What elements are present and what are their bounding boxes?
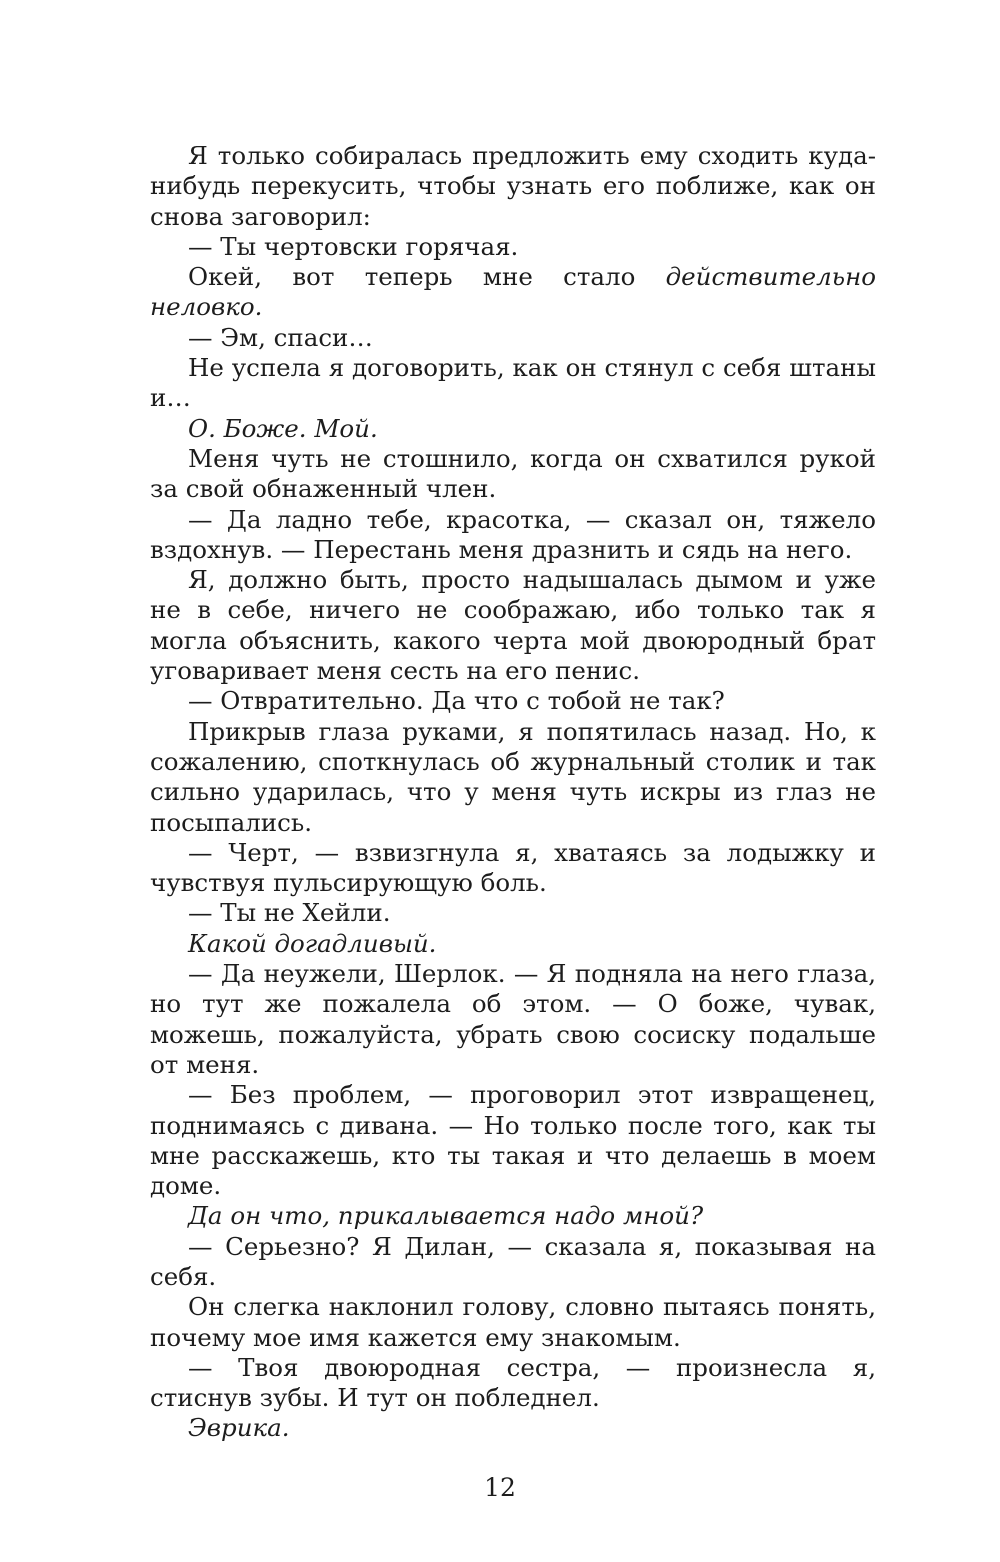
page-number: 12 (484, 1473, 516, 1502)
paragraph-8 (150, 505, 876, 566)
paragraph-14 (150, 929, 876, 959)
paragraph-15 (150, 959, 876, 1080)
paragraph-text: Не успела я договорить, как он стянул с себя штаны и… (150, 353, 876, 413)
paragraph-2 (150, 232, 876, 262)
paragraph-text: — Твоя двоюродная сестра, — произнесла я, стиснув зубы. И тут он побледнел. (150, 1352, 876, 1413)
paragraph-5 (150, 353, 876, 414)
paragraph-11 (150, 717, 876, 838)
paragraph-16 (150, 1080, 876, 1201)
body-text (150, 141, 876, 1444)
paragraph-text: — Ты не Хейли. (188, 898, 391, 928)
paragraph-10 (150, 686, 876, 716)
paragraph-text: — Без проблем, — проговорил этот извращенец, поднимаясь с дивана. — Но только после того, как ты мне расскажешь, кто ты такая и что делаешь в моем доме. (150, 1080, 876, 1201)
paragraph-text: — Серьезно? Я Дилан, — сказала я, показывая на себя. (150, 1231, 876, 1291)
paragraph-text: — Ты чертовски горячая. (188, 231, 519, 261)
paragraph-3 (150, 262, 876, 323)
paragraph-text: Окей, вот теперь мне стало (188, 262, 666, 292)
paragraph-6 (150, 414, 876, 444)
paragraph-13 (150, 898, 876, 928)
paragraph-1 (150, 141, 876, 232)
paragraph-text: — Эм, спаси… (188, 322, 373, 352)
paragraph-text: Я только собиралась предложить ему сходить куда-нибудь перекусить, чтобы узнать его поближе, как он снова заговорил: (150, 141, 876, 231)
paragraph-18 (150, 1232, 876, 1293)
paragraph-text: — Черт, — взвизгнула я, хватаясь за лодыжку и чувствуя пульсирующую боль. (150, 837, 876, 898)
paragraph-italic-text: действительно неловко. (150, 262, 876, 322)
paragraph-text: — Отвратительно. Да что с тобой не так? (188, 686, 725, 716)
paragraph-italic-text: О. Боже. Мой. (188, 413, 378, 443)
paragraph-19 (150, 1292, 876, 1353)
paragraph-12 (150, 838, 876, 899)
paragraph-text: Прикрыв глаза руками, я попятилась назад. Но, к сожалению, споткнулась об журнальный столик и так сильно ударилась, что у меня чуть искры из глаз не посыпались. (150, 716, 876, 837)
paragraph-20 (150, 1353, 876, 1414)
paragraph-italic-text: Какой догадливый. (188, 928, 437, 958)
paragraph-9 (150, 565, 876, 686)
paragraph-text: — Да ладно тебе, красотка, — сказал он, тяжело вздохнув. — Перестань меня дразнить и сядь на него. (150, 504, 876, 564)
paragraph-italic-text: Да он что, прикалывается надо мной? (188, 1201, 704, 1231)
paragraph-text: — Да неужели, Шерлок. — Я подняла на него глаза, но тут же пожалела об этом. — О боже, чувак, можешь, пожалуйста, убрать свою сосиску подальше от меня. (150, 959, 876, 1079)
paragraph-italic-text: Эврика. (188, 1413, 290, 1443)
paragraph-text: Я, должно быть, просто надышалась дымом и уже не в себе, ничего не соображаю, ибо только так я могла объяснить, какого черта мой двоюродный брат уговаривает меня сесть на его пенис. (150, 565, 876, 686)
paragraph-text: Меня чуть не стошнило, когда он схватился рукой за свой обнаженный член. (150, 443, 876, 504)
paragraph-4 (150, 323, 876, 353)
paragraph-21 (150, 1413, 876, 1443)
paragraph-7 (150, 444, 876, 505)
paragraph-17 (150, 1201, 876, 1231)
paragraph-text: Он слегка наклонил голову, словно пытаясь понять, почему мое имя кажется ему знакомым. (150, 1292, 876, 1352)
